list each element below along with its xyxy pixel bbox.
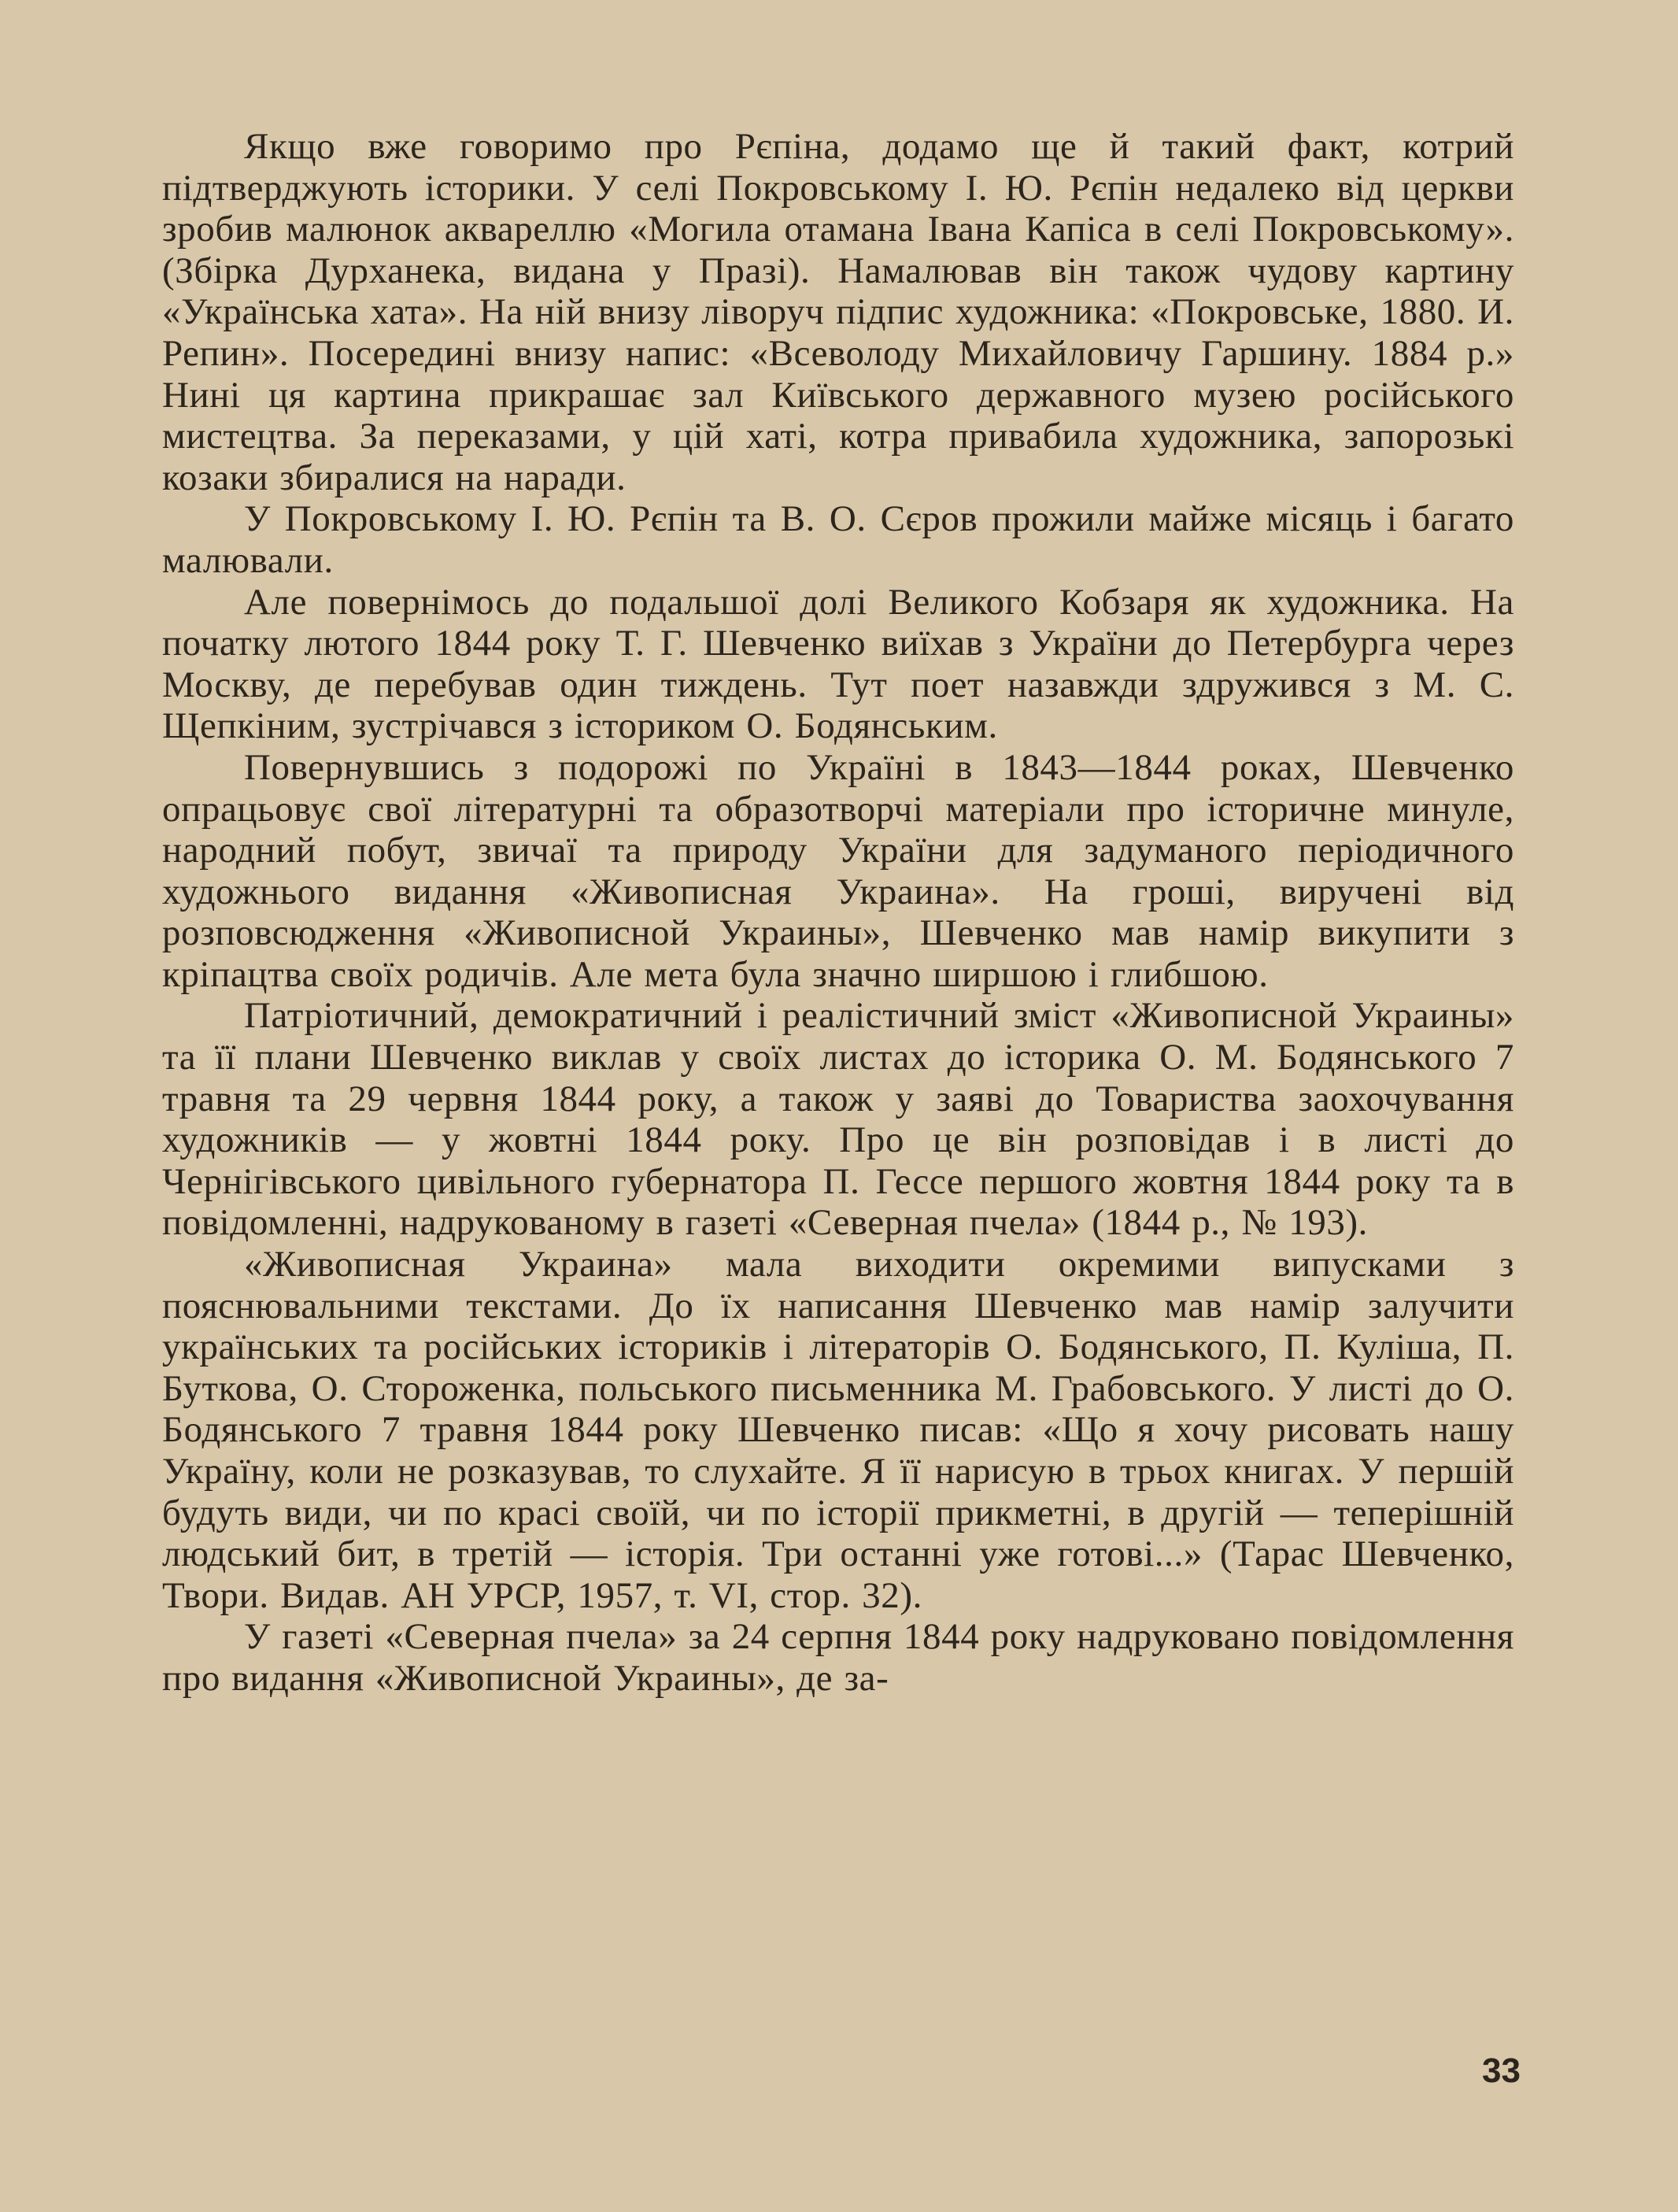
body-text <box>162 126 1514 1700</box>
paragraph-zhyvopysnaya-ukraina: Повернувшись з подорожі по Україні в 1843—1844 роках, Шевченко опрацьовує свої літературні та образотворчі матеріали про історичне минуле, народний побут, звичаї та природу України для задуманого періодичного художнього видання «Живописная Украина». На гроші, виручені від розповсюдження «Живописной Украины», Шевченко мав намір викупити з кріпацтва своїх родичів. Але мета була значно ширшою і глибшою. <box>162 746 1514 995</box>
paragraph-repin-fact: Якщо вже говоримо про Рєпіна, додамо ще й такий факт, котрий підтверджують історики. У селі Покровському І. Ю. Рєпін недалеко від церкви зробив малюнок аквареллю «Могила отамана Івана Капіса в селі Покровському». (Збірка Дурханека, видана у Празі). Намалював він також чудову картину «Українська хата». На ній внизу ліворуч підпис художника: «Покровське, 1880. И. Репин». Посередині внизу напис: «Всеволоду Михайловичу Гаршину. 1884 р.» Нині ця картина прикрашає зал Київського державного музею російського мистецтва. За переказами, у цій хаті, котра привабила художника, запорозькі козаки збиралися на наради. <box>162 126 1514 498</box>
paragraph-patriotic-content: Патріотичний, демократичний і реалістичний зміст «Живописной Украины» та її плани Шевченко виклав у своїх листах до історика О. М. Бодянського 7 травня та 29 червня 1844 року, а також у заяві до Товариства заохочування художників — у жовтні 1844 року. Про це він розповідав і в листі до Чернігівського цивільного губернатора П. Гессе першого жовтня 1844 року та в повідомленні, надрукованому в газеті «Северная пчела» (1844 р., № 193). <box>162 995 1514 1244</box>
paragraph-pokrovske-stay: У Покровському І. Ю. Рєпін та В. О. Сєров прожили майже місяць і багато малювали. <box>162 498 1514 581</box>
page-number: 33 <box>1482 2051 1521 2090</box>
paragraph-severnaya-pchela: У газеті «Северная пчела» за 24 серпня 1844 року надруковано повідомлення про видання «Живописной Украины», де за- <box>162 1616 1514 1699</box>
paragraph-issues-plan: «Живописная Украина» мала виходити окремими випусками з пояснювальними текстами. До їх написання Шевченко мав намір залучити українських та російських істориків і літераторів О. Бодянського, П. Куліша, П. Буткова, О. Стороженка, польського письменника М. Грабовського. У листі до О. Бодянського 7 травня 1844 року Шевченко писав: «Що я хочу рисовать нашу Україну, коли не розказував, то слухайте. Я її нарисую в трьох книгах. У першій будуть види, чи по красі своїй, чи по історії прикметні, в другій — теперішній людський бит, в третій — історія. Три останні уже готові...» (Тарас Шевченко, Твори. Видав. АН УРСР, 1957, т. VI, стор. 32). <box>162 1244 1514 1616</box>
paragraph-kobzar-artist: Але повернімось до подальшої долі Великого Кобзаря як художника. На початку лютого 1844 року Т. Г. Шевченко виїхав з України до Петербурга через Москву, де перебував один тиждень. Тут поет назавжди здружився з М. С. Щепкіним, зустрічався з істориком О. Бодянським. <box>162 581 1514 747</box>
